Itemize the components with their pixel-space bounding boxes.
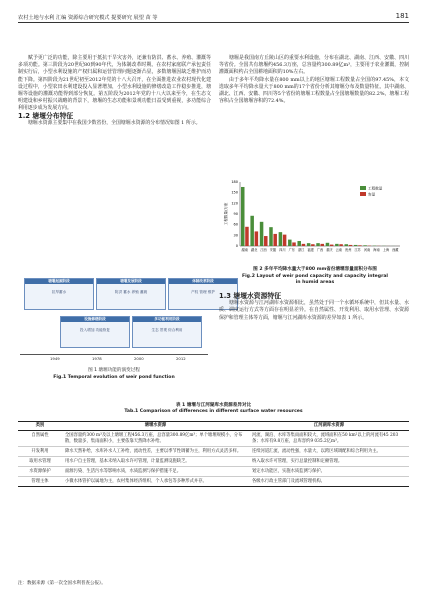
stage-desc: 投入增加 功能恢复 [80, 328, 110, 332]
figure-2 [222, 176, 408, 284]
bar [264, 236, 268, 246]
table-cell-category: 水资源保护 [18, 467, 62, 477]
timeline-axis [20, 354, 208, 355]
x-tick-label: 福建 [307, 248, 314, 252]
figure-caption-en-2: in humid areas [295, 280, 335, 285]
stage-title: 设施修缮阶段 [61, 317, 129, 322]
x-tick-label: 湖北 [250, 248, 258, 252]
bar [345, 244, 349, 246]
bar [245, 227, 249, 246]
bar [273, 234, 277, 246]
x-tick-label: 四川 [279, 248, 286, 252]
bar-chart [222, 176, 408, 266]
stage-box [96, 278, 166, 310]
table-row [18, 467, 409, 477]
figure-caption-en: Fig.1 Temporal evolution of weir pond function [53, 375, 175, 380]
table-cell-river: 划定水功能区，实施水质监测与保护。 [249, 467, 409, 477]
bar [354, 245, 358, 246]
legend-label: 容量 [368, 192, 376, 197]
left-column [18, 55, 211, 127]
stage-desc: 产权 管理 维护 [191, 290, 215, 294]
x-tick-label: 海南 [373, 248, 380, 252]
figure-1 [20, 276, 215, 384]
stage-box [132, 316, 202, 348]
table-row [18, 431, 409, 447]
y-tick-label: 150 [231, 190, 238, 195]
table-cell-pond: 面源污染、生活污水等影响水质，水质监测与保护措施不足。 [62, 467, 249, 477]
table-cell-pond: 全国容量约300 m³及以上塘堰工程456.3万座，总容量300.89亿m³；单个塘堰规模小，分布散，数量多，集雨面积小，主要依靠天然降水补给。 [62, 431, 249, 447]
x-tick-label: 安徽 [269, 248, 277, 252]
x-tick-label: 湖南 [241, 248, 248, 252]
body-paragraph: 赋予更广泛的功能，除主要用于抵抗干旱灾害外，还兼有防洪、蓄水、养殖、灌溉等多项功能。第三阶段为20世纪80到90年代，为体制改革时期。在农村家庭联产承包责任制实行后，小型水利设施的产权归属和运营管理问题逐渐凸显，多数塘堰因缺乏维护而功能下降。第四阶段为21世纪初至2012年党的十八大召开，在全面推进农业农村现代化建设过程中，小型农田水利建设投入显著增加，小型水利设施的修缮改造工作稳步推进，塘堰等设施的灌溉功能得到部分恢复。第五阶段为2012年党的十八大以来至今，在生态文明建设和乡村振兴战略的背景下，塘堰的生态功能和景观功能日益受到重视，多功能综合利用逐步成为发展方向。 [18, 55, 211, 112]
table-header: 类别 [18, 422, 62, 431]
x-tick-label: 上海 [382, 248, 390, 252]
x-tick-label: 重庆 [326, 248, 333, 252]
figure-caption-en: Fig.2 Layout of weir pond capacity and capacity integral [241, 274, 389, 279]
x-tick-label: 浙江 [297, 248, 305, 252]
x-tick-label: 广东 [288, 248, 295, 252]
body-paragraph: 塘堰水资源与江河湖库水资源相比，虽然处于同一个水循环系统中，但其水量、水质、调度运行方式等方面存在明显差异。在自然属性、开发利用、取用水管理、水资源保护和管理主体等方面，塘堰与江河湖库水资源的差异如表 1 所示。 [219, 300, 409, 321]
stage-desc: 防洪 蓄水 养殖 灌溉 [114, 290, 148, 294]
right-column-lower [219, 293, 409, 322]
y-tick-label: 120 [231, 201, 238, 206]
bar [330, 245, 334, 246]
table-caption-cn: 表 1 塘堰与江河湖库水资源差异对比 [175, 403, 252, 408]
x-tick-label: 贵州 [345, 248, 352, 252]
legend-swatch [360, 192, 366, 196]
bar [241, 187, 245, 246]
bar [316, 243, 320, 246]
x-tick-label: 西藏 [392, 248, 399, 252]
y-tick-label: 180 [231, 180, 238, 184]
bar [297, 241, 301, 246]
table-cell-pond: 用水户自主管理，基本未纳入取水许可管理，计量监测设施缺乏。 [62, 457, 249, 467]
table-row [18, 457, 409, 467]
comparison-table [18, 421, 409, 487]
timeline-year: 1949 [50, 356, 60, 361]
bar [363, 245, 367, 246]
y-axis-label: 工程数量/万座 [224, 202, 228, 226]
bar [302, 244, 306, 246]
table-row [18, 477, 409, 487]
x-tick-label: 云南 [335, 248, 343, 252]
bar [288, 240, 292, 246]
bar [335, 244, 339, 246]
legend-label: 工程数量 [368, 186, 383, 191]
stage-title: 体制改革阶段 [169, 279, 237, 284]
section-heading: 1.2 塘堰分布特征 [18, 111, 74, 120]
table-cell-river: 各级水行政主管部门及流域管理机构。 [249, 477, 409, 487]
table-cell-category: 管理主体 [18, 477, 62, 487]
x-tick-label: 河南 [363, 248, 371, 252]
bar [339, 244, 343, 246]
table-cell-river: 连续河道汇流，流动性强，水量大，以跨区域调配和综合利用为主。 [249, 447, 409, 457]
table-row [18, 447, 409, 457]
figure-caption-cn: 图 1 塘堰功能的演变过程 [88, 368, 140, 373]
legend-swatch [360, 186, 366, 190]
y-tick-label: 30 [233, 233, 238, 238]
stage-box [60, 316, 130, 348]
table-cell-pond: 小微水体管护以属地为主，农村集体经济组织、个人承包等多种形式并存。 [62, 477, 249, 487]
table-cell-river: 河流、湖泊、水库等集雨面积较大，流域面积在50 km²以上的河流有45 203条；水库有9.8万座，总库容约9 035.2亿m³。 [249, 431, 409, 447]
bar [269, 227, 273, 246]
timeline-year: 2000 [134, 356, 144, 361]
stage-box [24, 278, 94, 310]
table-cell-category: 取用水管理 [18, 457, 62, 467]
table-caption-en: Tab.1 Comparison of differences in different surface water resources [124, 409, 303, 414]
stage-desc: 生态 景观 综合利用 [151, 328, 183, 332]
running-header [18, 12, 409, 23]
bar [255, 231, 259, 246]
page-number: 181 [395, 12, 409, 20]
timeline-year: 1978 [92, 356, 102, 361]
bar [279, 232, 283, 246]
bar [250, 216, 254, 246]
bar [311, 244, 315, 246]
stage-desc: 抗旱蓄水 [51, 290, 67, 294]
bar [283, 235, 287, 246]
body-paragraph: 塘堰水资源主要集中在我国少数省份，全国塘堰水资源的分布情况如图 1 所示。 [28, 119, 201, 126]
table-header: 江河湖库水资源 [249, 422, 409, 431]
bar [358, 245, 362, 246]
bar [349, 245, 353, 246]
table-cell-category: 自然属性 [18, 431, 62, 447]
y-tick-label: 60 [233, 222, 238, 227]
table-cell-pond: 降水天然补给，水库补水人工补给，流动性差，主要以季节性调蓄为主，利用方式灵活多样。 [62, 447, 249, 457]
bar [326, 243, 330, 246]
bar [307, 243, 311, 246]
bar [292, 242, 296, 246]
x-tick-label: 江西 [260, 248, 267, 252]
figure-caption-cn: 图 2 多年平均降水量大于800 mm省份塘堰容量面积分布图 [253, 267, 377, 272]
x-tick-label: 江苏 [354, 248, 361, 252]
timeline-year: 2012 [176, 356, 186, 361]
bar [321, 244, 325, 246]
bar [260, 222, 264, 246]
y-tick-label: 0 [235, 244, 238, 248]
body-paragraph: 由于多年平均降水量在800 mm以上的地区塘堰工程数量占全国的97.45%，本文选取多年平均降水量大于800 mm的17个省份分析其塘堰分布及数量特征。其中湖南、湖北、江西、安徽、四川等5个省份的塘堰工程数量占全国塘堰数量的82.2%，塘堰工程容积占全国塘堰容积的72.4%。 [219, 76, 409, 105]
section-heading: 1.3 塘堰水资源特征 [219, 292, 281, 300]
x-tick-label: 广西 [316, 248, 324, 252]
table-cell-river: 纳入取水许可管理，实行总量控制和定额管理。 [249, 457, 409, 467]
journal-title: 农村土地与水利 汇编 资源综合研究模式 提要研究 展望 苗 等 [18, 15, 158, 21]
stage-title: 塘堰发展阶段 [97, 279, 165, 284]
body-paragraph: 塘堰是我国南方丘陵山区的重要水利设施，分布在湖北、湖南、江西、安徽、四川等省份。全国共有塘堰约456.3万座，总容量约300.89亿m³，主要用于农业灌溉，控制灌溉面积约占全国耕地面积的10%左右。 [219, 55, 409, 76]
stage-title: 塘堰起源阶段 [25, 279, 93, 284]
table-header: 塘堰水资源 [62, 422, 249, 431]
table-note: 注：数据来源《第一次全国水利普查公报》。 [18, 581, 106, 586]
table-cell-category: 开发利用 [18, 447, 62, 457]
right-column [219, 55, 409, 105]
y-tick-label: 90 [233, 212, 238, 216]
stage-title: 多功能利用阶段 [133, 317, 201, 322]
table-caption [18, 403, 409, 415]
